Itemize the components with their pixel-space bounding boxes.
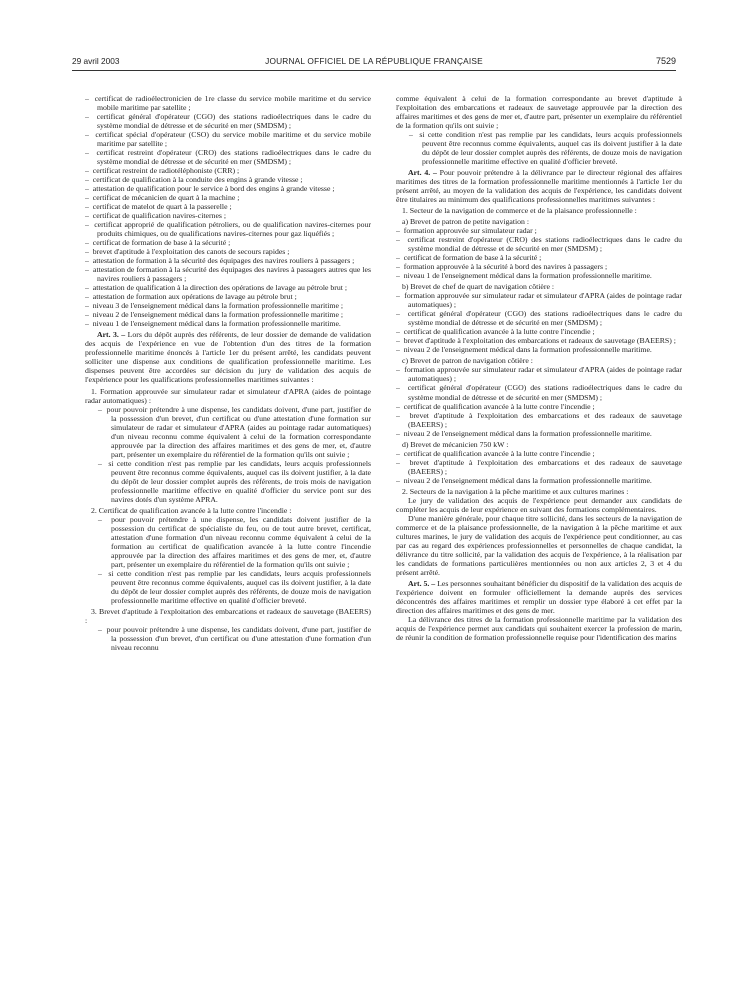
list-item: – brevet d'aptitude à l'exploitation des canots de secours rapides ; — [85, 247, 371, 256]
text-paragraph: b) Brevet de chef de quart de navigation côtière : — [402, 282, 555, 292]
list-item: – niveau 2 de l'enseignement médical dans la formation professionnelle maritime ; — [85, 310, 371, 319]
list-item: – certificat de qualification avancée à la lutte contre l'incendie ; — [396, 327, 682, 336]
article-label: Art. 3. – — [97, 330, 126, 340]
right-column — [396, 94, 682, 982]
text-paragraph: La délivrance des titres de la formation professionnelle maritime par la validation des acquis de l'expérience permet aux candidats qui souhaitent exercer la profession de marin, de réunir la condition de formation professionnelle requise pour l'identification des marins — [396, 614, 682, 642]
list-item: – niveau 2 de l'enseignement médical dans la formation professionnelle maritime. — [396, 476, 682, 485]
list-item: – niveau 3 de l'enseignement médical dans la formation professionnelle maritime ; — [85, 301, 371, 310]
list-item: – formation approuvée sur simulateur radar ; — [396, 226, 682, 235]
list-item: – attestation de formation à la sécurité des équipages des navires à passagers autres que les navires rouliers à passagers ; — [85, 265, 371, 283]
list-item: – certificat restreint de radiotéléphoniste (CRR) ; — [85, 166, 371, 175]
list-item: – brevet d'aptitude à l'exploitation des embarcations et radeaux de sauvetage (BAEERS) ; — [396, 336, 682, 345]
text-paragraph: 2. Certificat de qualification avancée à la lutte contre l'incendie : — [91, 505, 292, 515]
list-item: – certificat de qualification avancée à la lutte contre l'incendie ; — [396, 402, 682, 411]
header-rule — [72, 70, 676, 71]
journal-title: JOURNAL OFFICIEL DE LA RÉPUBLIQUE FRANÇAISE — [265, 56, 483, 66]
list-item: – certificat de matelot de quart à la passerelle ; — [85, 202, 371, 211]
text-paragraph: c) Brevet de patron de navigation côtière : — [402, 356, 533, 366]
list-item: – si cette condition n'est pas remplie par les candidats, leurs acquis professionnels peuvent être reconnus comme équivalents, auquel cas ils doivent justifier, à la date du dépôt de leur dossier complet auprès des référents, de douze mois de navigation professionnelle maritime effective en qualité d'officier breveté. — [85, 569, 371, 605]
list-item: – certificat de mécanicien de quart à la machine ; — [85, 193, 371, 202]
article-label: Art. 5. – — [408, 578, 436, 588]
list-item: – certificat de qualification avancée à la lutte contre l'incendie ; — [396, 449, 682, 458]
list-item: – pour pouvoir prétendre à une dispense, les candidats doivent, d'une part, justifier de la possession d'un brevet, d'un certificat ou d'une attestation d'une formation d'un niveau reconnu — [85, 625, 371, 652]
list-item: – attestation de qualification à la direction des opérations de lavage au pétrole brut ; — [85, 283, 371, 292]
list-item: – certificat restreint d'opérateur (CRO) des stations radioélectriques dans le cadre du système mondial de détresse et de sécurité en mer (SMDSM) ; — [396, 235, 682, 253]
list-item: – attestation de qualification pour le service à bord des engins à grande vitesse ; — [85, 184, 371, 193]
list-item: – formation approuvée sur simulateur radar et simulateur d'APRA (aides de pointage radar automatiques) ; — [396, 365, 682, 383]
list-item: – niveau 1 de l'enseignement médical dans la formation professionnelle maritime. — [396, 271, 682, 280]
list-item: – attestation de formation à la sécurité des équipages des navires rouliers à passagers ; — [85, 256, 371, 265]
text-paragraph: 3. Brevet d'aptitude à l'exploitation des embarcations et radeaux de sauvetage (BAEERS) : — [85, 606, 371, 625]
list-item: – certificat général d'opérateur (CGO) des stations radioélectriques dans le cadre du système mondial de détresse et de sécurité en mer (SMDSM) ; — [85, 112, 371, 130]
article-text: Les personnes souhaitant bénéficier du dispositif de la validation des acquis de l'expérience doivent en formuler officiellement la demande auprès des services déconcentrés des affaires maritimes et remplir un dossier type élaboré à cet effet par la direction des affaires maritimes et des gens de mer. — [396, 578, 682, 615]
list-item: – certificat restreint d'opérateur (CRO) des stations radioélectriques dans le cadre du système mondial de détresse et de sécurité en mer (SMDSM) ; — [85, 148, 371, 166]
text-paragraph: a) Brevet de patron de petite navigation : — [402, 217, 530, 227]
article-text: Pour pouvoir prétendre à la délivrance par le directeur régional des affaires maritimes des titres de la formation professionnelle maritime mentionnés à l'article 1er du présent arrêté, au moyen de la validation des acquis de l'expérience, les candidats doivent être titulaires au minimum des qualifications professionnelles maritimes suivantes : — [396, 168, 682, 205]
text-paragraph: D'une manière générale, pour chaque titre sollicité, dans les secteurs de la navigation de commerce et de la plaisance professionnelle, de la navigation à la pêche maritime et aux cultures marines, le jury de validation des acquis de l'expérience peut conditionner, au cas par cas au regard des expériences professionnelles et personnelles de chaque candidat, la délivrance du titre sollicité, par la validation des acquis de l'expérience, à la réalisation par les candidats de formations particulières mentionnées ou non aux articles 2, 3 et 4 du présent arrêté. — [396, 513, 682, 577]
list-item: – certificat de qualification à la conduite des engins à grande vitesse ; — [85, 175, 371, 184]
list-item: – formation approuvée sur simulateur radar et simulateur d'APRA (aides de pointage radar automatiques) ; — [396, 291, 682, 309]
list-item: – niveau 2 de l'enseignement médical dans la formation professionnelle maritime. — [396, 345, 682, 354]
list-item: – niveau 2 de l'enseignement médical dans la formation professionnelle maritime. — [396, 429, 682, 438]
article-paragraph — [85, 330, 371, 384]
text-paragraph: d) Brevet de mécanicien 750 kW : — [402, 439, 509, 449]
text-paragraph: 1. Formation approuvée sur simulateur radar et simulateur d'APRA (aides de pointage radar automatiques) : — [85, 386, 371, 405]
list-item: – certificat de formation de base à la sécurité ; — [396, 253, 682, 262]
article-paragraph — [396, 168, 682, 204]
list-item: – certificat spécial d'opérateur (CSO) du service mobile maritime et du service mobile maritime par satellite ; — [85, 130, 371, 148]
list-item: – brevet d'aptitude à l'exploitation des embarcations et des radeaux de sauvetage (BAEERS) ; — [396, 411, 682, 429]
text-paragraph: 2. Secteurs de la navigation à la pêche maritime et aux cultures marines : — [402, 486, 629, 496]
list-item: – certificat général d'opérateur (CGO) des stations radioélectriques dans le cadre du système mondial de détresse et de sécurité en mer (SMDSM) ; — [396, 309, 682, 327]
list-item: – niveau 1 de l'enseignement médical dans la formation professionnelle maritime. — [85, 319, 371, 328]
list-item: – formation approuvée à la sécurité à bord des navires à passagers ; — [396, 262, 682, 271]
list-item: – certificat de formation de base à la sécurité ; — [85, 238, 371, 247]
article-label: Art. 4. – — [408, 168, 437, 178]
text-paragraph: 1. Secteur de la navigation de commerce et de la plaisance professionnelle : — [402, 206, 637, 216]
text-paragraph: Le jury de validation des acquis de l'expérience peut demander aux candidats de compléter les acquis de leur expérience en suivant des formations complémentaires. — [396, 495, 682, 514]
list-item: – certificat approprié de qualification pétroliers, ou de qualification navires-citernes pour produits chimiques, ou de qualifications navires-citernes pour gaz liquéfiés ; — [85, 220, 371, 238]
list-item: – si cette condition n'est pas remplie par les candidats, leurs acquis professionnels peuvent être reconnus comme équivalents, auquel cas ils doivent justifier, à la date du dépôt de leur dossier complet auprès des référents, de trois mois de navigation professionnelle maritime effective en qualité d'officier du service pont sur des navires dotés d'un système APRA. — [85, 459, 371, 504]
left-column — [85, 94, 371, 982]
list-item: – certificat de radioélectronicien de 1re classe du service mobile maritime et du service mobile maritime par satellite ; — [85, 94, 371, 112]
list-item: – certificat général d'opérateur (CGO) des stations radioélectriques dans le cadre du système mondial de détresse et de sécurité en mer (SMDSM) ; — [396, 383, 682, 401]
page-number: 7529 — [655, 56, 676, 66]
text-paragraph: comme équivalent à celui de la formation correspondante au brevet d'aptitude à l'exploitation des embarcations et radeaux de sauvetage approuvée par la direction des affaires maritimes et des gens de mer et, d'autre part, présenter un exemplaire du référentiel de la formation qu'ils ont suivie ; — [396, 94, 682, 131]
page-header — [72, 56, 676, 70]
list-item: – pour pouvoir prétendre à une dispense, les candidats doivent, d'une part, justifier de la possession d'un brevet, d'un certificat ou d'une attestation d'une formation sur simulateur de radar et simulateur d'APRA (aides au pointage radar automatiques) d'un niveau reconnu comme équivalent à celui de la formation correspondante approuvée par la direction des affaires maritimes et des gens de mer, et, d'autre part, présenter un exemplaire du référentiel de la formation qu'ils ont suivie ; — [85, 405, 371, 459]
list-item: – brevet d'aptitude à l'exploitation des embarcations et des radeaux de sauvetage (BAEERS) ; — [396, 458, 682, 476]
list-item: – pour pouvoir prétendre à une dispense, les candidats doivent justifier de la possession du certificat de spécialiste du feu, ou de tout autre brevet, certificat, attestation d'une formation d'un niveau reconnu comme équivalent à celui de la formation au certificat de qualification avancée à la lutte contre l'incendie approuvée par la direction des affaires maritimes et des gens de mer, et, d'autre part, présenter un exemplaire du référentiel de la formation qu'ils ont suivie ; — [85, 515, 371, 569]
list-item: – attestation de formation aux opérations de lavage au pétrole brut ; — [85, 292, 371, 301]
article-text: Lors du dépôt auprès des référents, de leur dossier de demande de validation des acquis de l'expérience en vue de l'obtention d'un des titres de la formation professionnelle maritime énoncés à l'article 1er du présent arrêté, les candidats peuvent solliciter une dispense aux conditions de qualification professionnelle maritime. Les dispenses peuvent être accordées sur décision du jury de validation des acquis de l'expérience pour les qualifications professionnelles maritimes suivantes : — [85, 330, 371, 385]
publication-date: 29 avril 2003 — [72, 56, 120, 66]
list-item: – si cette condition n'est pas remplie par les candidats, leurs acquis professionnels peuvent être reconnus comme équivalents, auquel cas ils doivent justifier à la date du dépôt de leur dossier complet auprès des référents, de douze mois de navigation professionnelle maritime effective en qualité d'officier breveté. — [396, 130, 682, 166]
article-paragraph — [396, 579, 682, 615]
list-item: – certificat de qualification navires-citernes ; — [85, 211, 371, 220]
